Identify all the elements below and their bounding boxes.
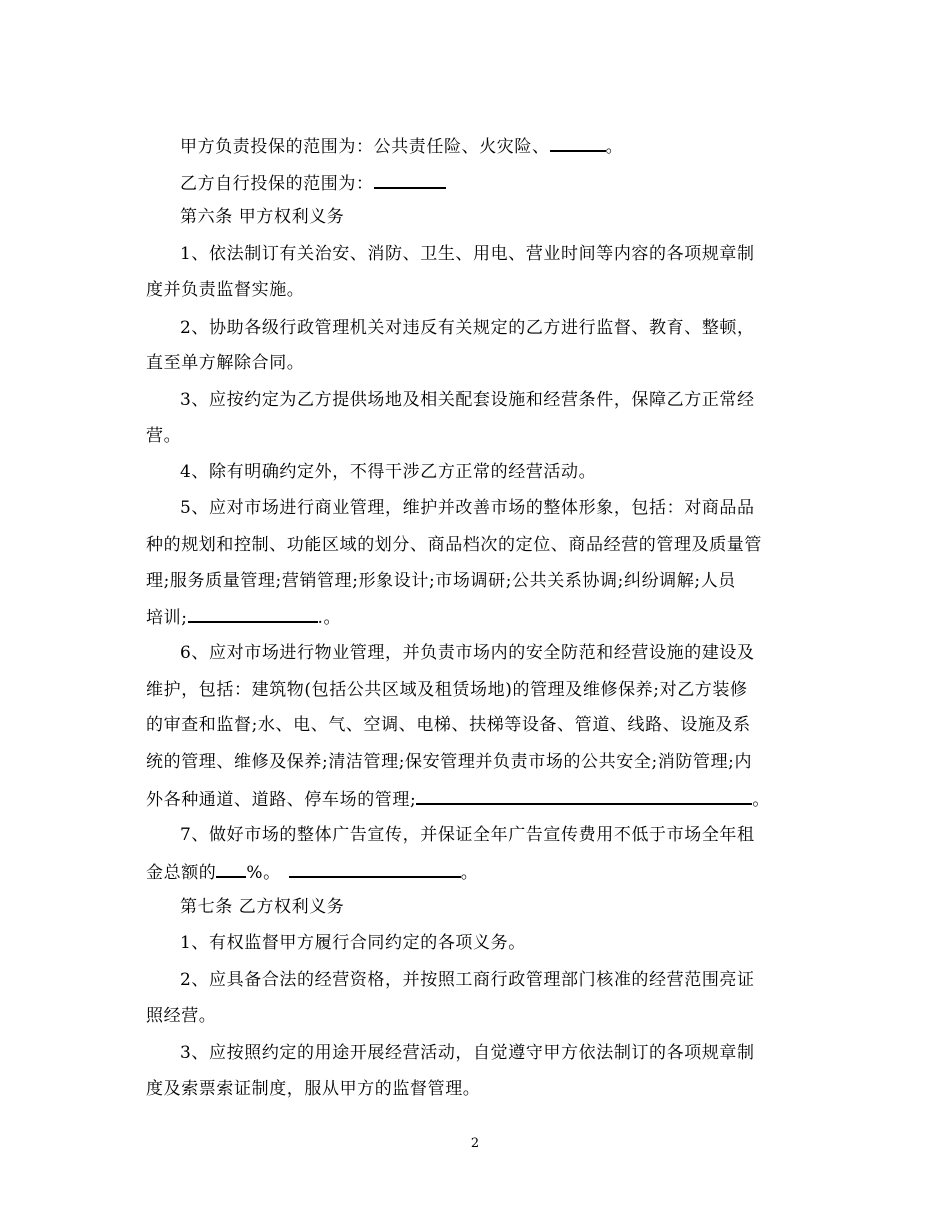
clause-6-6-line-4: 统的管理、维修及保养;清洁管理;保安管理并负责市场的公共安全;消防管理;内 <box>146 752 753 772</box>
clause-6-3-line-1: 3、应按约定为乙方提供场地及相关配套设施和经营条件，保障乙方正常经 <box>180 390 755 410</box>
clause-7-2-line-1: 2、应具备合法的经营资格，并按照工商行政管理部门核准的经营范围亮证 <box>180 970 755 990</box>
clause-6-6-line-3: 的审查和监督;水、电、气、空调、电梯、扶梯等设备、管道、线路、设施及系 <box>146 715 751 735</box>
clause-6-6-line-2: 维护，包括：建筑物(包括公共区域及租赁场地)的管理及维修保养;对乙方装修 <box>146 680 748 700</box>
article-7-title: 第七条 乙方权利义务 <box>180 897 345 917</box>
clause-6-6-line-1: 6、应对市场进行物业管理，并负责市场内的安全防范和经营设施的建设及 <box>180 643 755 663</box>
clause-6-5-line-4-text: 培训; <box>146 608 188 628</box>
clause-6-5-line-1: 5、应对市场进行商业管理，维护并改善市场的整体形象，包括：对商品品 <box>180 498 755 518</box>
blank-field <box>188 606 318 623</box>
sentence-end: 。 <box>460 863 479 883</box>
clause-6-5-line-2: 种的规划和控制、功能区域的划分、商品档次的定位、商品经营的管理及质量管 <box>146 535 762 555</box>
clause-6-6-line-5 <box>146 788 770 810</box>
sentence-end: 。 <box>605 137 624 157</box>
clause-7-3-line-2: 度及索票索证制度，服从甲方的监督管理。 <box>146 1079 481 1099</box>
clause-6-7-line-2-text: 金总额的 <box>146 863 217 883</box>
clause-6-1-line-2: 度并负责监督实施。 <box>146 280 305 300</box>
clause-6-1-line-1: 1、依法制订有关治安、消防、卫生、用电、营业时间等内容的各项规章制 <box>180 244 755 264</box>
percent-sign: %。 <box>246 863 281 883</box>
clause-7-3-line-1: 3、应按照约定的用途开展经营活动，自觉遵守甲方依法制订的各项规章制 <box>180 1043 755 1063</box>
insurance-party-b-text: 乙方自行投保的范围为： <box>180 174 374 194</box>
blank-field <box>216 861 246 878</box>
blank-field <box>416 788 752 805</box>
clause-7-1: 1、有权监督甲方履行合同约定的各项义务。 <box>180 933 526 953</box>
clause-6-5-line-4 <box>146 606 341 628</box>
sentence-end: 。 <box>752 790 770 810</box>
article-6-title: 第六条 甲方权利义务 <box>180 207 345 227</box>
clause-6-6-line-5-text: 外各种通道、道路、停车场的管理; <box>146 790 417 810</box>
clause-6-2-line-1: 2、协助各级行政管理机关对违反有关规定的乙方进行监督、教育、整顿， <box>180 318 755 338</box>
insurance-party-a-text: 甲方负责投保的范围为：公共责任险、火灾险、 <box>180 137 550 157</box>
blank-field <box>550 135 606 152</box>
clause-6-4: 4、除有明确约定外，不得干涉乙方正常的经营活动。 <box>180 462 597 482</box>
clause-6-2-line-2: 直至单方解除合同。 <box>146 353 305 373</box>
clause-6-3-line-2: 营。 <box>146 426 182 446</box>
clause-6-7-line-1: 7、做好市场的整体广告宣传，并保证全年广告宣传费用不低于市场全年租 <box>180 825 755 845</box>
blank-field <box>374 172 446 189</box>
blank-field <box>289 861 461 878</box>
insurance-party-a-line <box>180 135 623 157</box>
clause-6-7-line-2 <box>146 861 478 883</box>
sentence-end: .。 <box>317 608 342 628</box>
page-number: 2 <box>470 1136 480 1151</box>
clause-7-2-line-2: 照经营。 <box>146 1006 217 1026</box>
clause-6-5-line-3: 理;服务质量管理;营销管理;形象设计;市场调研;公共关系协调;纠纷调解;人员 <box>146 571 736 591</box>
insurance-party-b-line <box>180 172 446 194</box>
